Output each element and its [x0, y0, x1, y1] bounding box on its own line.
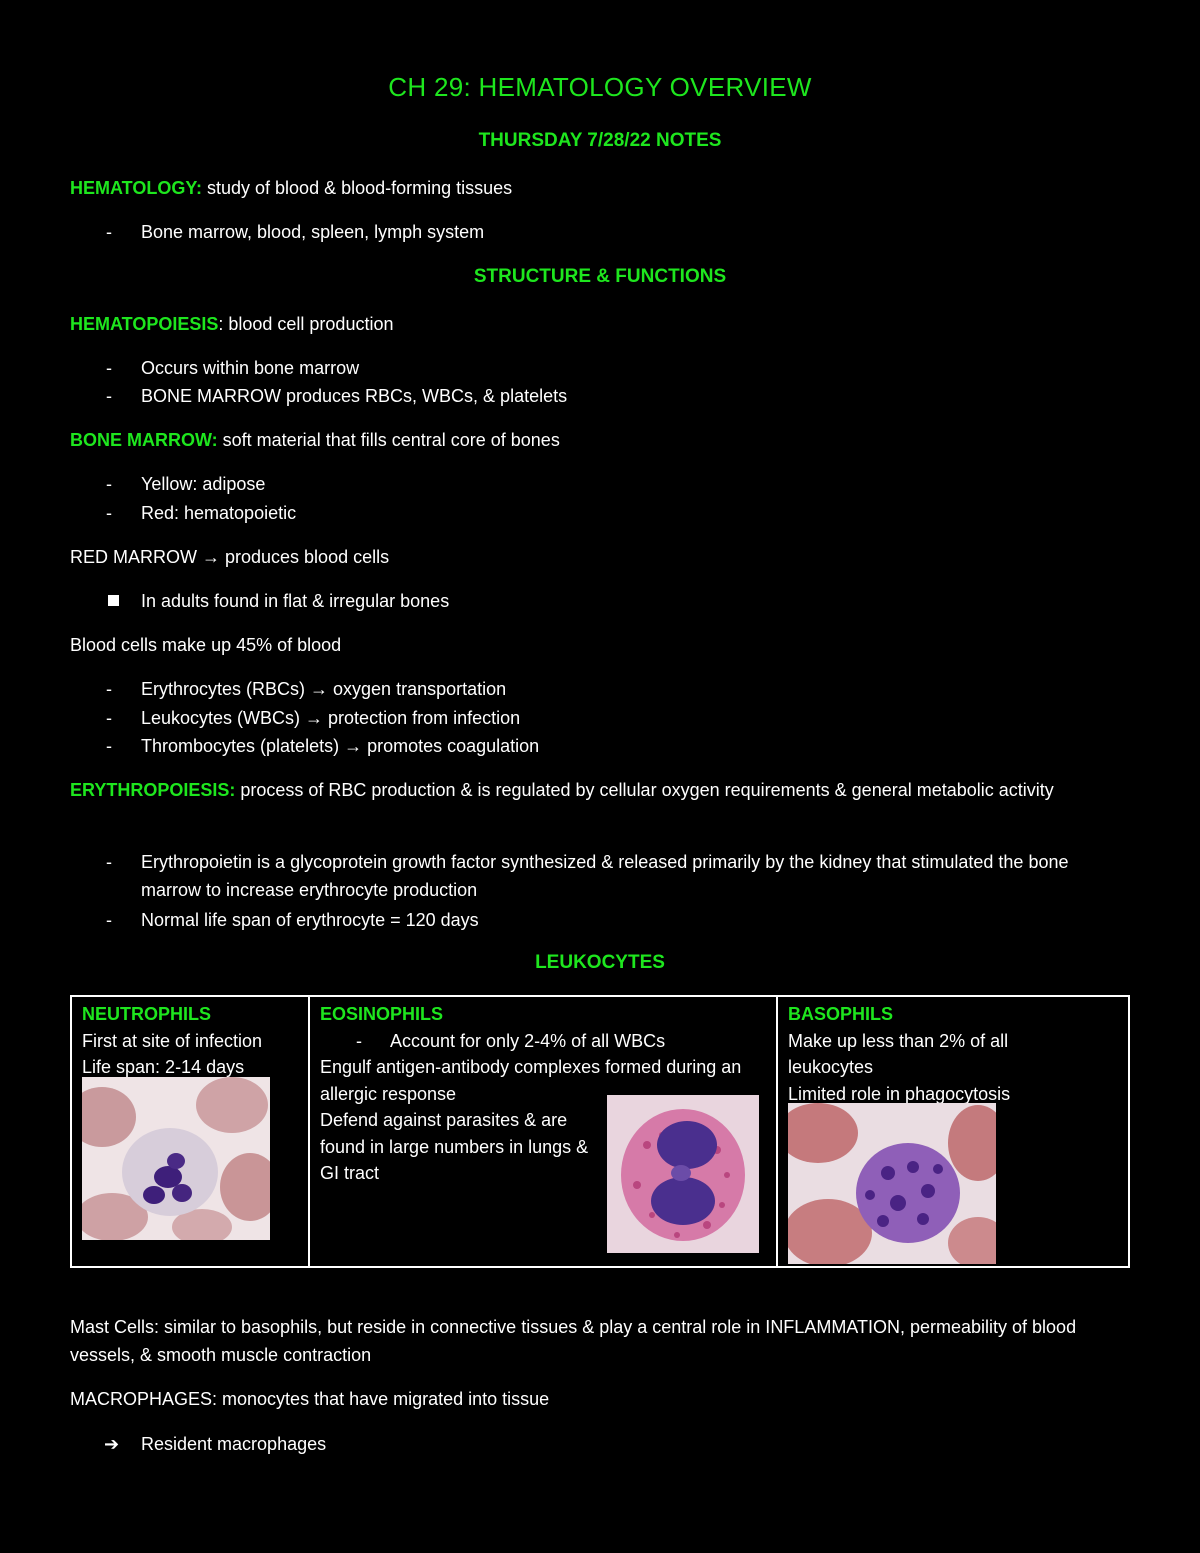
hematology-def: study of blood & blood-forming tissues: [202, 178, 513, 198]
leukocytes-table: [70, 995, 1130, 1268]
mast-cells-paragraph: Mast Cells: similar to basophils, but reside in connective tissues & play a central role in INFLAMMATION, permeability of blood vessels, & smooth muscle contraction: [70, 1317, 1077, 1365]
blood-cells-line: Blood cells make up 45% of blood: [70, 635, 342, 655]
hematology-definition: [70, 174, 512, 202]
arrow-bullet-icon: ➔: [104, 1434, 120, 1454]
red-marrow-line: RED MARROW → produces blood cells: [70, 547, 390, 567]
neutrophil-micrograph-image: [82, 1077, 270, 1240]
dash-bullet: -: [106, 222, 112, 242]
neutrophils-heading: NEUTROPHILS: [82, 1004, 212, 1024]
macrophages-line: MACROPHAGES: monocytes that have migrated into tissue: [70, 1389, 550, 1409]
eosinophil-micrograph-image: [607, 1095, 759, 1253]
table-cell-neutrophils: NEUTROPHILS First at site of infection Life span: 2-14 days: [72, 997, 310, 1266]
table-cell-eosinophils: EOSINOPHILS - Account for only 2-4% of all WBCs Engulf antigen-antibody complexes formed during an allergic response Defend against parasites & are found in large numbers in lungs & GI tract: [310, 997, 778, 1266]
eosinophils-heading: EOSINOPHILS: [320, 1004, 444, 1024]
list-item: ➔ Resident macrophages: [70, 1430, 670, 1458]
square-bullet-icon: [108, 595, 119, 606]
section-heading-leukocytes: LEUKOCYTES: [535, 952, 665, 973]
table-cell-basophils: BASOPHILS Make up less than 2% of all leukocytes Limited role in phagocytosis: [778, 997, 1130, 1266]
basophil-micrograph-image: [788, 1103, 996, 1264]
hematology-term: HEMATOLOGY:: [70, 178, 202, 198]
basophils-heading: BASOPHILS: [788, 1004, 894, 1024]
page-title: CH 29: HEMATOLOGY OVERVIEW: [388, 72, 812, 102]
hematopoiesis-definition: HEMATOPOIESIS: blood cell production: [70, 314, 394, 334]
erythropoiesis-definition: ERYTHROPOIESIS: process of RBC production & is regulated by cellular oxygen requirements & general metabolic activity: [70, 780, 1054, 800]
section-heading-structure: STRUCTURE & FUNCTIONS: [473, 266, 727, 287]
page-subtitle: THURSDAY 7/28/22 NOTES: [478, 130, 722, 151]
bone-marrow-definition: BONE MARROW: soft material that fills central core of bones: [70, 430, 560, 450]
